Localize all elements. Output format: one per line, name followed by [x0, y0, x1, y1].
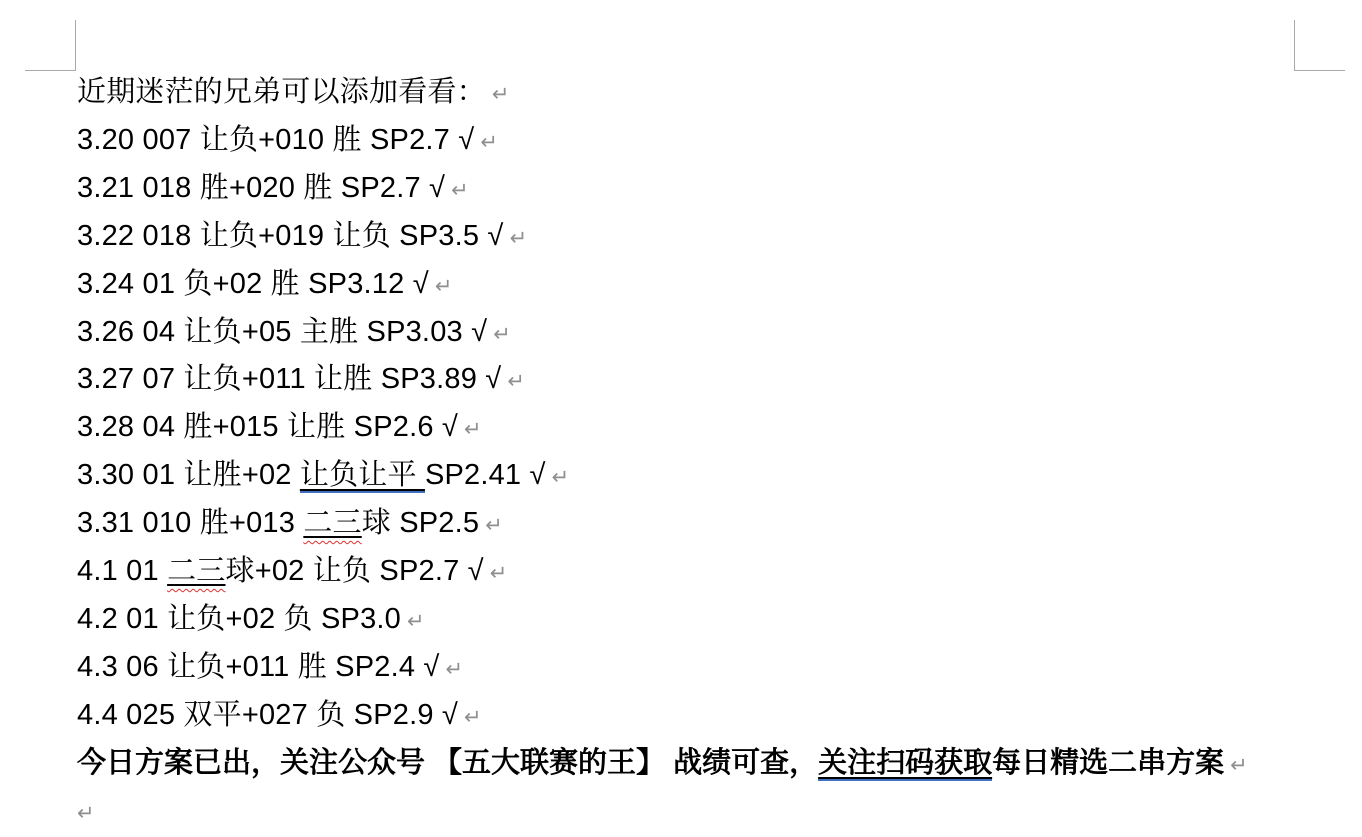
- text-segment: 3.26 04 让负+05 主胜 SP3.03 √: [77, 315, 488, 348]
- text-segment: 每日精选二串方案: [992, 746, 1225, 779]
- paragraph-mark-icon: ↵: [434, 273, 453, 298]
- grammar-underlined-text: 让负让平: [299, 459, 425, 492]
- paragraph-mark-icon: ↵: [407, 608, 425, 633]
- paragraph-mark-icon: ↵: [445, 656, 464, 681]
- paragraph-mark-icon: ↵: [551, 465, 570, 490]
- paragraph-mark-icon: ↵: [480, 129, 499, 154]
- text-line: [77, 453, 1322, 501]
- text-line: [77, 70, 1322, 118]
- text-segment: 今日方案已出，关注公众号 【五大联赛的王】 战绩可查，: [77, 746, 819, 779]
- text-segment: 3.22 018 让负+019 让负 SP3.5 √: [77, 219, 504, 252]
- paragraph-mark-icon: ↵: [491, 82, 510, 106]
- text-segment: 3.30 01 让胜+02: [77, 459, 300, 492]
- text-segment: 球+02 让负 SP2.7 √: [225, 555, 484, 588]
- page-margin-mark-top-right: [1294, 20, 1345, 71]
- text-segment: 4.3 06 让负+011 胜 SP2.4 √: [77, 650, 440, 683]
- text-segment: SP2.41 √: [424, 459, 546, 492]
- page-margin-mark-top-left: [25, 20, 76, 71]
- text-line: [77, 789, 1322, 837]
- paragraph-mark-icon: ↵: [493, 321, 511, 346]
- spelling-underlined-text: [167, 555, 225, 587]
- grammar-underlined-text: 关注扫码获取: [818, 746, 993, 779]
- text-segment: 3.20 007 让负+010 胜 SP2.7 √: [77, 123, 475, 156]
- paragraph-mark-icon: ↵: [451, 177, 469, 202]
- text-segment: 3.31 010 胜+013: [77, 507, 304, 540]
- text-segment: 3.21 018 胜+020 胜 SP2.7 √: [77, 171, 446, 204]
- document-body[interactable]: [77, 70, 1322, 837]
- text-line: [77, 262, 1322, 310]
- text-segment: 近期迷茫的兄弟可以添加看看：: [77, 76, 486, 108]
- paragraph-mark-icon: ↵: [485, 513, 503, 538]
- text-line: [77, 645, 1322, 693]
- paragraph-mark-icon: ↵: [464, 417, 482, 442]
- text-segment: 4.1 01: [77, 555, 168, 588]
- underlined-text: 二三: [303, 507, 362, 540]
- text-line: [77, 214, 1322, 262]
- paragraph-mark-icon: ↵: [1230, 752, 1248, 777]
- text-line: [77, 310, 1322, 358]
- text-line: [77, 118, 1322, 166]
- text-line: [77, 405, 1322, 453]
- text-line: [77, 357, 1322, 405]
- paragraph-mark-icon: ↵: [489, 561, 508, 586]
- text-line: [77, 549, 1322, 597]
- text-line: [77, 597, 1322, 645]
- paragraph-mark-icon: ↵: [507, 369, 526, 394]
- text-segment: 3.28 04 胜+015 让胜 SP2.6 √: [77, 411, 459, 444]
- paragraph-mark-icon: ↵: [77, 800, 95, 825]
- spelling-underlined-text: [303, 507, 361, 539]
- text-segment: 3.24 01 负+02 胜 SP3.12 √: [77, 267, 429, 300]
- text-line: [77, 166, 1322, 214]
- text-segment: 4.2 01 让负+02 负 SP3.0: [77, 602, 401, 635]
- text-line: [77, 741, 1322, 789]
- paragraph-mark-icon: ↵: [509, 225, 528, 250]
- text-segment: 4.4 025 双平+027 负 SP2.9 √: [77, 698, 459, 731]
- text-line: [77, 693, 1322, 741]
- paragraph-mark-icon: ↵: [464, 704, 482, 729]
- text-segment: 3.27 07 让负+011 让胜 SP3.89 √: [77, 363, 502, 396]
- text-segment: 球 SP2.5: [361, 507, 480, 540]
- text-line: [77, 501, 1322, 549]
- underlined-text: 二三: [167, 555, 226, 588]
